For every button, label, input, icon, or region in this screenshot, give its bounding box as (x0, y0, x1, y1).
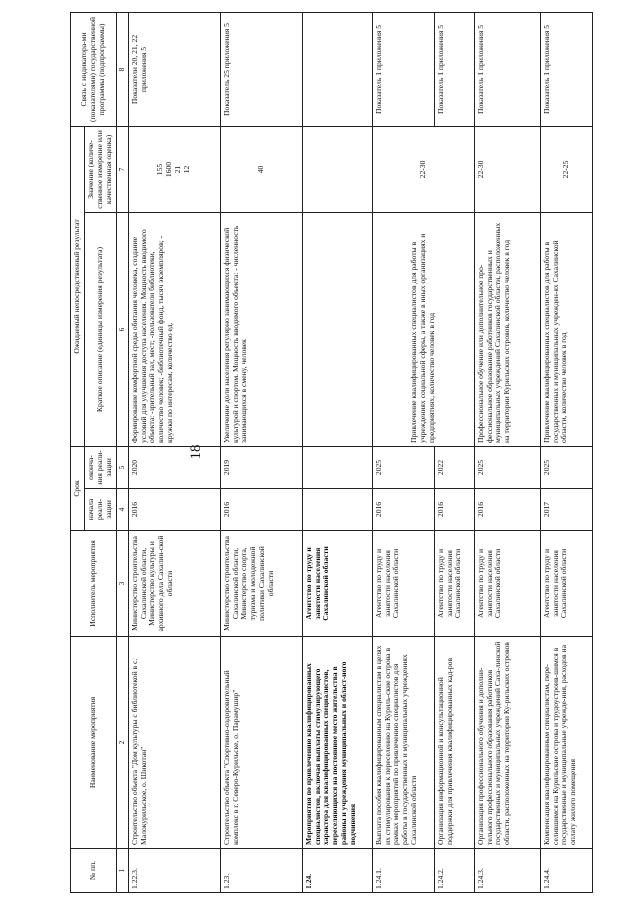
header-end: оконча-ния реали-зации (84, 446, 116, 488)
row-desc: Привлечение квалифицированных специалистов для работы в учреждениях социальной сферы, а также в иных организациях и предприятиях, количество человек в год (372, 212, 474, 446)
header-executor: Исполнитель мероприятия (71, 531, 117, 637)
row-start: 2016 (372, 489, 434, 531)
row-link: Показатель 25 приложения 5 (220, 12, 302, 126)
row-num: 1.24.1. (372, 849, 434, 893)
table-row (128, 12, 220, 892)
row-end: 2025 (372, 446, 434, 488)
index-cell: 8 (116, 12, 128, 126)
header-desc: Краткое описание (единицы измерения результата) (84, 212, 116, 446)
table-row (474, 12, 540, 892)
index-cell: 5 (116, 446, 128, 488)
row-link (302, 12, 372, 126)
row-link: Показатель 1 приложения 5 (434, 12, 474, 126)
header-start: начала реали-зации (84, 489, 116, 531)
row-executor: Агентство по труду и занятости населения Сахалинской области (372, 531, 434, 637)
row-value: 1600 (164, 161, 174, 178)
row-value: 12 (182, 165, 191, 174)
document-sheet (70, 13, 625, 893)
table-row (302, 12, 372, 892)
row-link: Показатели 20, 21, 22 приложения 5 (128, 12, 220, 126)
row-executor: Агентство по труду и занятости населения Сахалинской области (302, 531, 372, 637)
row-value: 22-30 (372, 126, 474, 212)
row-start: 2016 (128, 489, 220, 531)
row-value: 22-25 (540, 126, 592, 212)
index-cell: 2 (116, 637, 128, 849)
row-desc: Профессиональное обучение или дополнительное про-фессиональное образование работников государственных и муниципальных учреждений Сахалинской области, расположенных на территории Курильских островов, количество человек в год (474, 212, 540, 446)
row-name: Организация профессионального обучения и дополни-тельного профессионального образования работников государственных и муниципальных учреждений Саха-линской области, расположенных на территории Ку-рильских островов (474, 637, 540, 849)
row-start (302, 489, 372, 531)
row-name: Выплата пособия квалифицированным специалистам в целях их стимулирования к переселению на Куриль-ские острова в рамках мероприятий по привлечению специалистов для работы в государственных и муниципальных учреждениях Сахалинской области (372, 637, 434, 849)
row-desc: Привлечение квалифицированных специалистов для работы в государственных и муниципальных учрежден-ях Сахалинской области, количество человек в год (540, 212, 592, 446)
header-value: Значение (количе-ственное измерение или качественная оценка) (84, 126, 116, 212)
row-executor: Министерство строительства Сахалинской области, Министерство культуры и архивного дела Сахалин-ской области (128, 531, 220, 637)
row-value: 40 (220, 126, 302, 212)
header-name: Наименование мероприятия (71, 637, 117, 849)
row-executor: Агентство по труду и занятости населения Сахалинской области (540, 531, 592, 637)
row-start: 2016 (434, 489, 474, 531)
row-executor: Министерство строительства Сахалинской области, Министерство спорта, туризма и молодежной политики Сахалинской области (220, 531, 302, 637)
header-num: № пп. (71, 849, 117, 893)
table-row (540, 12, 592, 892)
row-num: 1.24.3. (474, 849, 540, 893)
index-cell: 7 (116, 126, 128, 212)
row-num: 1.22.3. (128, 849, 220, 893)
row-link: Показатель 1 приложения 5 (372, 12, 434, 126)
row-num: 1.24.4. (540, 849, 592, 893)
row-link: Показатель 1 приложения 5 (474, 12, 540, 126)
measures-table (70, 12, 593, 893)
row-name: Строительство объекта "Дом культуры с библиотекой в с. Малокурильское, о. Шикотан" (128, 637, 220, 849)
row-executor: Агентство по труду и занятости населения Сахалинской области (434, 531, 474, 637)
row-start: 2016 (220, 489, 302, 531)
row-value (302, 126, 372, 212)
row-start: 2017 (540, 489, 592, 531)
row-start: 2016 (474, 489, 540, 531)
index-cell: 4 (116, 489, 128, 531)
header-expected: Ожидаемый непосредственный результат (71, 126, 85, 446)
row-name: Мероприятия по привлечению квалифицированных специалистов, включая выплаты стимулирующего характера для квалифицированных специалистов, переселяющихся на постоянное место жительства в районы и учреждения муниципальных и област-ного подчинения (302, 637, 372, 849)
row-name: Строительство объекта "Спортивно-оздоровительный комплекс в г. Северо-Курильске, о. Парамушир" (220, 637, 302, 849)
row-desc: Увеличение доли населения регулярно занимающихся физической культурой и спортом. Мощность вводимого объекта: - численность занимающихся в смену, человек (220, 212, 302, 446)
row-end: 2019 (220, 446, 302, 488)
row-values (128, 126, 220, 212)
row-num: 1.24. (302, 849, 372, 893)
table-row (372, 12, 434, 892)
row-desc: Формирование комфортной среды обитания человека, создание условий для улучшения доступа населения. Мощность вводимого объекта: -зрительный зал, мест; -пользователи библиотеки, количество человек; -библиотечный фонд, тысяч экземпляров; - кружки по интересам, количество ед. (128, 212, 220, 446)
row-end: 2025 (474, 446, 540, 488)
column-index-row (116, 12, 128, 892)
index-cell: 6 (116, 212, 128, 446)
row-executor: Агентство по труду и занятости населения Сахалинской области (474, 531, 540, 637)
table-row (220, 12, 302, 892)
row-name: Организация информационной и консультационной поддержки для привлечения квалифицированных кад-ров (434, 637, 474, 849)
row-link: Показатель 1 приложения 5 (540, 12, 592, 126)
index-cell: 3 (116, 531, 128, 637)
row-end: 2020 (128, 446, 220, 488)
row-value: 22-30 (474, 126, 540, 212)
index-cell: 1 (116, 849, 128, 893)
row-value: 21 (173, 165, 183, 174)
row-end (302, 446, 372, 488)
header-term: Срок (71, 446, 85, 530)
row-end: 2025 (540, 446, 592, 488)
header-link: Связь с индикатора-ми (показателями) государственной программы (подпрограммы) (71, 12, 117, 126)
row-name: Компенсация квалифицированным специалистам, пере-селившимся на Курильские острова и трудоустроив-шимся в государственные и муниципальные учрежде-ния, расходов на оплату жилого помещения (540, 637, 592, 849)
row-end: 2022 (434, 446, 474, 488)
page-number: 18 (188, 444, 204, 460)
row-value: 155 (155, 163, 165, 176)
row-num: 1.24.2. (434, 849, 474, 893)
row-num: 1.23. (220, 849, 302, 893)
row-desc (302, 212, 372, 446)
